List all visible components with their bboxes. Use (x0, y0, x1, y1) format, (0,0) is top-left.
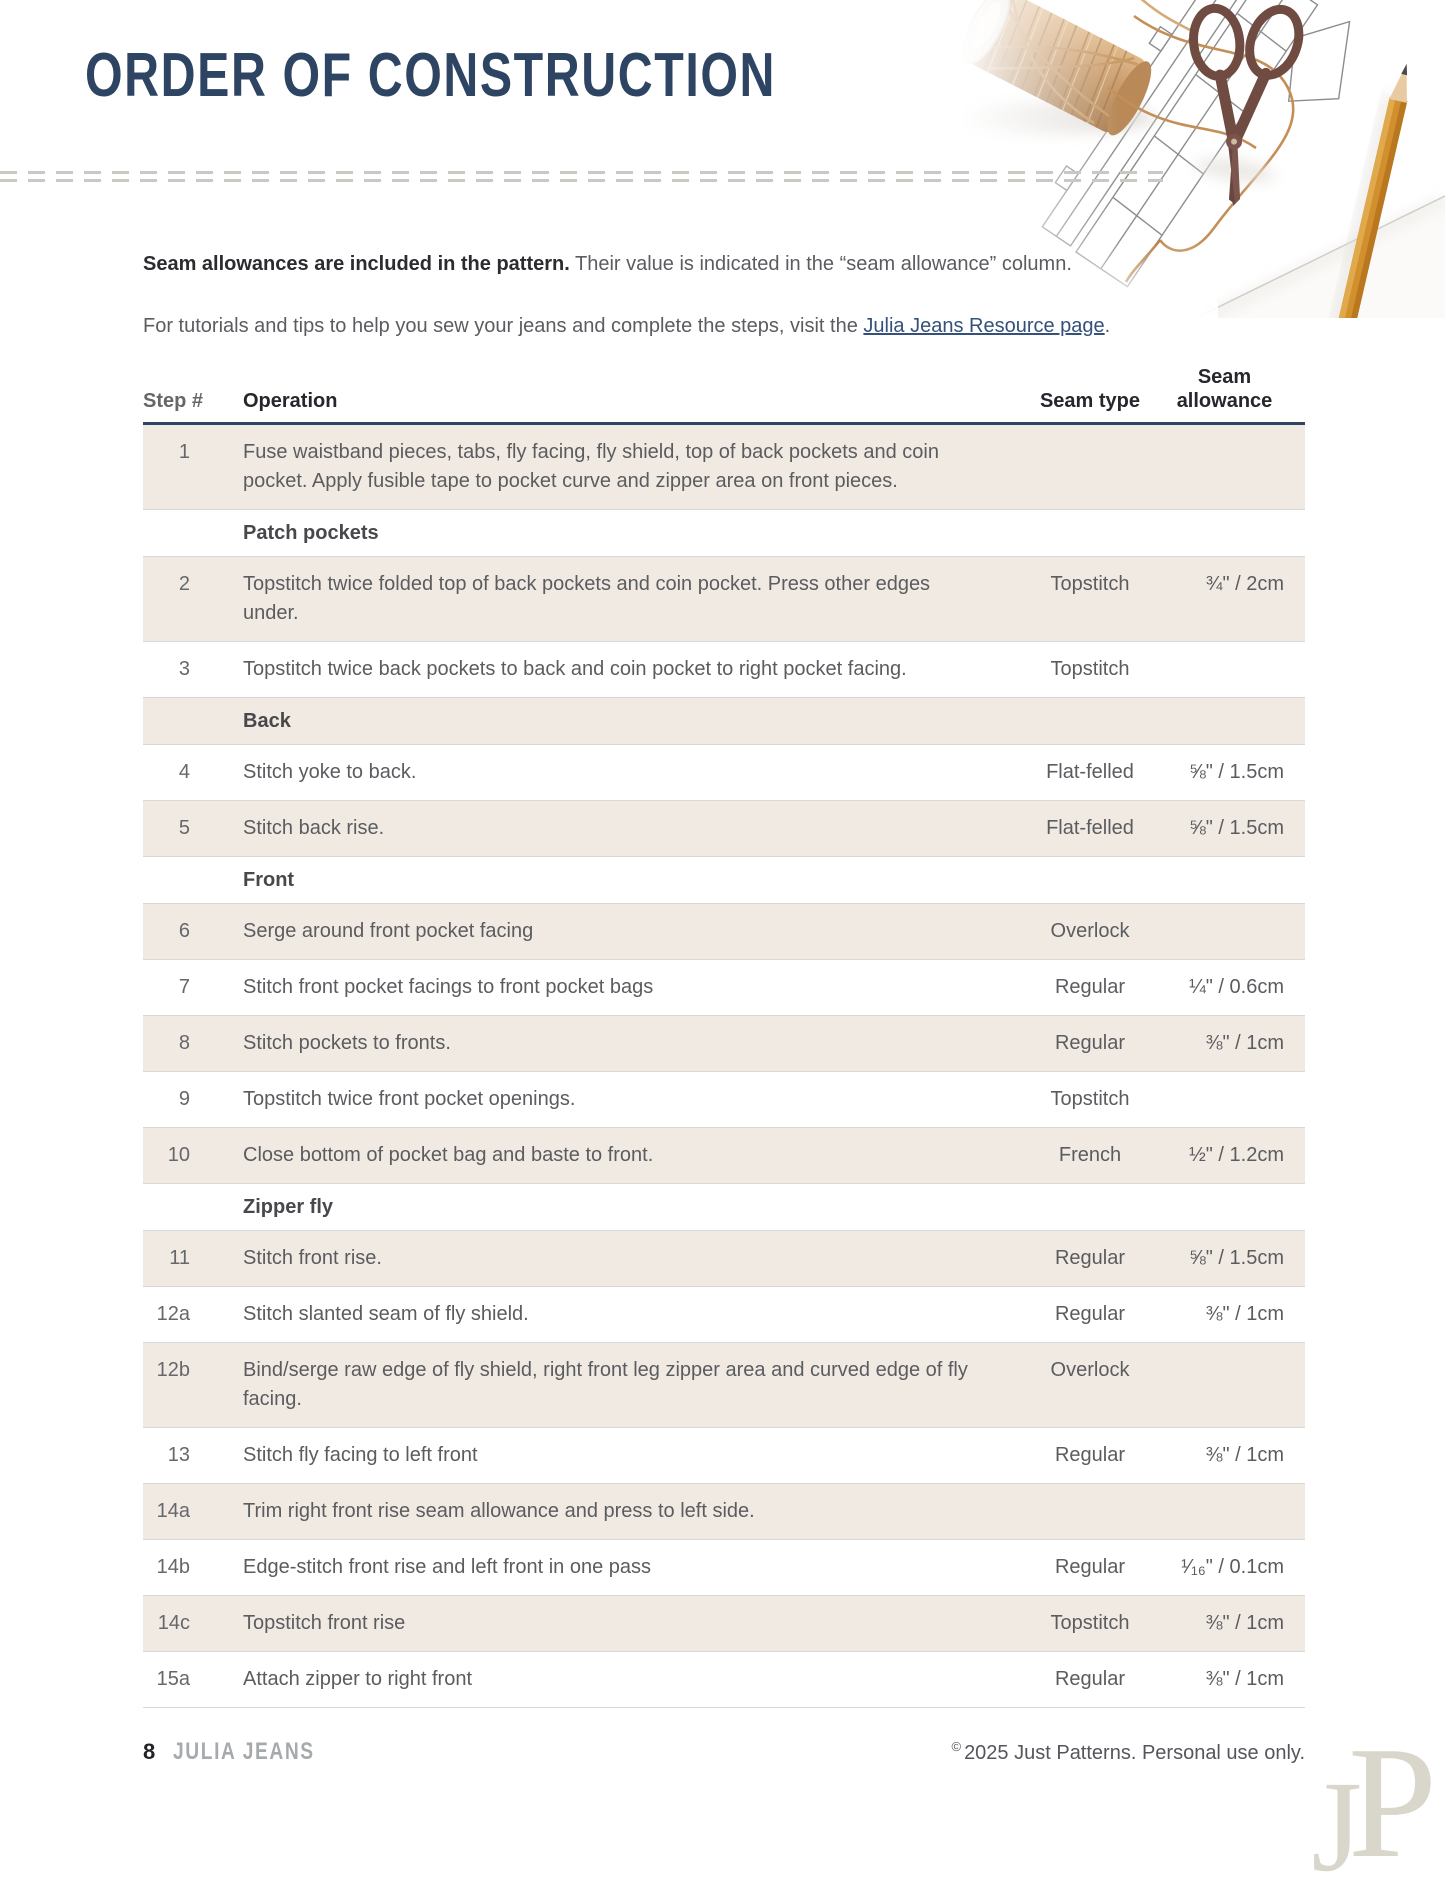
step-number: 14a (156, 1500, 190, 1522)
page-footer (143, 1738, 1305, 1766)
resource-page-link[interactable]: Julia Jeans Resource page (863, 315, 1105, 337)
operation-text: Topstitch twice front pocket openings. (243, 1088, 576, 1110)
operation-text: Trim right front rise seam allowance and press to left side. (243, 1500, 755, 1522)
header-seam-allowance: Seam allowance (1176, 366, 1273, 412)
header-step: Step # (143, 390, 204, 412)
copyright-symbol: © (951, 1739, 962, 1754)
table-row (143, 745, 1305, 801)
section-title: Front (243, 869, 295, 891)
operation-text: Bind/serge raw edge of fly shield, right front leg zipper area and curved edge of fly facing. (243, 1359, 968, 1410)
seam-type: Topstitch (1050, 1088, 1130, 1110)
seam-allowance: ¼" / 0.6cm (1189, 976, 1284, 998)
intro-section (143, 250, 1243, 374)
operation-text: Stitch front rise. (243, 1247, 382, 1269)
step-number: 1 (178, 441, 190, 463)
table-row (143, 1287, 1305, 1343)
table-row (143, 960, 1305, 1016)
table-row (143, 425, 1305, 510)
operation-text: Stitch back rise. (243, 817, 385, 839)
table-row (143, 1128, 1305, 1184)
tutorials-note-pre: For tutorials and tips to help you sew your jeans and complete the steps, visit the (143, 315, 864, 337)
table-section-row (143, 510, 1305, 557)
monogram-p: P (1348, 1713, 1423, 1891)
step-number: 6 (178, 920, 190, 942)
section-title: Zipper fly (243, 1196, 334, 1218)
table-row (143, 1428, 1305, 1484)
header-seam-type: Seam type (1039, 390, 1141, 412)
table-row (143, 1072, 1305, 1128)
seam-allowance-note-rest: Their value is indicated in the “seam allowance” column. (569, 253, 1072, 275)
step-number: 9 (178, 1088, 190, 1110)
table-row (143, 904, 1305, 960)
seam-type: Regular (1054, 976, 1126, 998)
operation-text: Fuse waistband pieces, tabs, fly facing, fly shield, top of back pockets and coin pocket. Apply fusible tape to pocket curve and zipper area on front pieces. (243, 441, 939, 492)
step-number: 12a (156, 1303, 190, 1325)
seam-type: French (1058, 1144, 1122, 1166)
seam-type: Flat-felled (1046, 817, 1134, 839)
table-row (143, 1596, 1305, 1652)
table-row (143, 801, 1305, 857)
step-number: 3 (178, 658, 190, 680)
step-number: 15a (156, 1668, 190, 1690)
order-table-body (143, 425, 1305, 1708)
monogram-j: J (1311, 1755, 1349, 1899)
seam-allowance: ¾" / 2cm (1205, 573, 1284, 595)
operation-text: Topstitch twice folded top of back pockets and coin pocket. Press other edges under. (243, 573, 931, 624)
operation-text: Stitch front pocket facings to front pocket bags (243, 976, 654, 998)
header-operation: Operation (243, 390, 338, 412)
seam-type: Regular (1054, 1668, 1126, 1690)
operation-text: Serge around front pocket facing (243, 920, 534, 942)
seam-allowance: ¹⁄₁₆" / 0.1cm (1180, 1556, 1284, 1578)
seam-allowance: ⅜" / 1cm (1205, 1668, 1284, 1690)
jp-monogram-logo (1311, 1713, 1423, 1899)
seam-allowance: ⅜" / 1cm (1205, 1612, 1284, 1634)
copyright-notice (951, 1739, 1305, 1765)
step-number: 5 (178, 817, 190, 839)
operation-text: Close bottom of pocket bag and baste to front. (243, 1144, 654, 1166)
operation-text: Attach zipper to right front (243, 1668, 473, 1690)
dashed-divider (0, 171, 1163, 187)
table-row (143, 642, 1305, 698)
section-title: Patch pockets (243, 522, 379, 544)
seam-allowance: ½" / 1.2cm (1189, 1144, 1284, 1166)
operation-text: Topstitch twice back pockets to back and coin pocket to right pocket facing. (243, 658, 907, 680)
step-number: 2 (178, 573, 190, 595)
table-section-row (143, 857, 1305, 904)
seam-type: Regular (1054, 1303, 1126, 1325)
table-row (143, 1484, 1305, 1540)
seam-allowance: ⅝" / 1.5cm (1189, 761, 1284, 783)
page-title: ORDER OF CONSTRUCTION (85, 41, 776, 110)
operation-text: Stitch pockets to fronts. (243, 1032, 451, 1054)
seam-type: Regular (1054, 1247, 1126, 1269)
tutorials-note-post: . (1104, 315, 1111, 337)
table-row (143, 1343, 1305, 1428)
step-number: 7 (178, 976, 190, 998)
footer-left (143, 1738, 350, 1766)
section-title: Back (243, 710, 291, 732)
step-number: 4 (178, 761, 190, 783)
step-number: 14b (156, 1556, 190, 1578)
seam-type: Topstitch (1050, 1612, 1130, 1634)
table-row (143, 1540, 1305, 1596)
seam-type: Overlock (1050, 1359, 1130, 1381)
table-section-row (143, 698, 1305, 745)
page-number: 8 (143, 1739, 156, 1764)
seam-allowance: ⅝" / 1.5cm (1189, 1247, 1284, 1269)
operation-text: Stitch slanted seam of fly shield. (243, 1303, 529, 1325)
table-row (143, 1016, 1305, 1072)
operation-text: Topstitch front rise (243, 1612, 406, 1634)
seam-allowance: ⅜" / 1cm (1205, 1303, 1284, 1325)
table-row (143, 557, 1305, 642)
seam-type: Flat-felled (1046, 761, 1134, 783)
copyright-text: 2025 Just Patterns. Personal use only. (964, 1742, 1305, 1764)
step-number: 13 (167, 1444, 190, 1466)
tutorials-note (143, 312, 1243, 341)
seam-allowance: ⅜" / 1cm (1205, 1032, 1284, 1054)
operation-text: Stitch fly facing to left front (243, 1444, 478, 1466)
seam-allowance: ⅜" / 1cm (1205, 1444, 1284, 1466)
seam-type: Regular (1054, 1556, 1126, 1578)
seam-allowance-note-bold: Seam allowances are included in the pattern. (143, 253, 570, 275)
seam-allowance-note (143, 250, 1243, 279)
table-header (143, 365, 1305, 425)
step-number: 10 (167, 1144, 190, 1166)
operation-text: Stitch yoke to back. (243, 761, 417, 783)
seam-type: Topstitch (1050, 573, 1130, 595)
brand-name: JULIA JEANS (173, 1738, 315, 1765)
table-section-row (143, 1184, 1305, 1231)
operation-text: Edge-stitch front rise and left front in one pass (243, 1556, 651, 1578)
table-row (143, 1652, 1305, 1708)
order-of-construction-table (143, 365, 1305, 1708)
seam-type: Regular (1054, 1032, 1126, 1054)
table-row (143, 1231, 1305, 1287)
step-number: 12b (156, 1359, 190, 1381)
seam-allowance: ⅝" / 1.5cm (1189, 817, 1284, 839)
seam-type: Topstitch (1050, 658, 1130, 680)
step-number: 8 (178, 1032, 190, 1054)
seam-type: Overlock (1050, 920, 1130, 942)
seam-type: Regular (1054, 1444, 1126, 1466)
step-number: 14c (157, 1612, 190, 1634)
step-number: 11 (169, 1247, 190, 1269)
